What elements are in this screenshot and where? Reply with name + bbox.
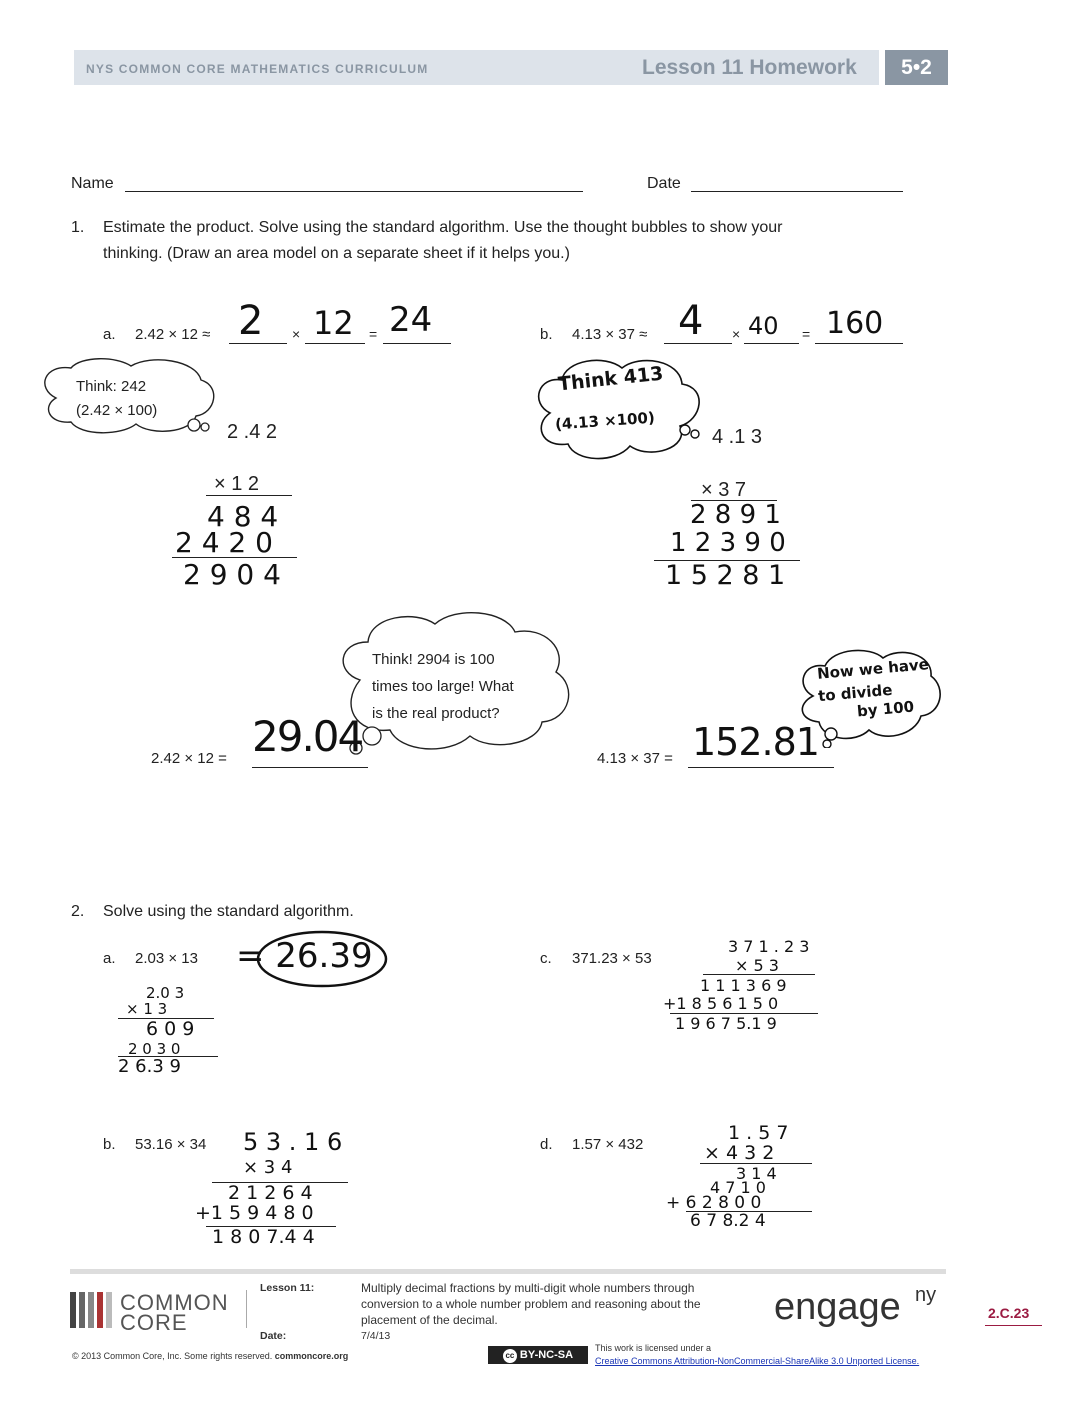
q2a-answer: = 26.39 — [236, 936, 373, 976]
q2c-label: c. — [540, 950, 552, 967]
q2c-work-5: 1 9 6 7 5.1 9 — [675, 1014, 777, 1033]
q2c-work-4: +1 8 5 6 1 5 0 — [663, 994, 779, 1013]
q1-main-bubble-line-1: Think! 2904 is 100 — [372, 651, 495, 668]
q1b-estimate-result: 160 — [826, 306, 884, 341]
q2c-rule-1 — [703, 974, 815, 975]
q2-number: 2. — [71, 903, 85, 920]
q1b-label: b. — [540, 326, 553, 343]
q1b-blank-2[interactable] — [744, 343, 799, 344]
q1b-bubble-line-1: Think 413 — [557, 362, 665, 396]
q1-main-bubble-line-2: times too large! What — [372, 678, 514, 695]
q1-instructions: Estimate the product. Solve using the standard algorithm. Use the thought bubbles to show your — [103, 219, 783, 236]
q1a-sum: 2 9 0 4 — [183, 558, 281, 591]
q1a-bubble-line-2: (2.42 × 100) — [76, 402, 158, 419]
q1b-partial-2: 1 2 3 9 0 — [670, 528, 786, 558]
q1a-partial-1: 4 8 4 — [207, 500, 279, 533]
logo-core: CORE — [120, 1310, 188, 1335]
footer-lesson-desc-3: placement of the decimal. — [361, 1313, 498, 1327]
license-line: This work is licensed under a — [595, 1343, 712, 1353]
footer-lesson-label: Lesson 11: — [260, 1282, 315, 1294]
q1a-rule-1 — [206, 495, 292, 496]
q2b-label: b. — [103, 1136, 116, 1153]
q1b-estimate-1: 4 — [678, 298, 704, 344]
q2d-work-3: 3 1 4 — [736, 1164, 777, 1183]
date-label: Date — [647, 175, 681, 192]
q2d-work-2: × 4 3 2 — [704, 1142, 775, 1164]
footer-date-value: 7/4/13 — [361, 1330, 391, 1342]
q2a-work-2: × 1 3 — [126, 1000, 168, 1018]
q1b-final-blank[interactable] — [688, 767, 834, 768]
q1a-final-blank[interactable] — [252, 767, 368, 768]
q2b-work-3: 2 1 2 6 4 — [228, 1182, 313, 1204]
q1a-expression: 2.42 × 12 ≈ — [135, 326, 211, 343]
q1-main-bubble-line-3: is the real product? — [372, 705, 500, 722]
q2b-expression: 53.16 × 34 — [135, 1136, 207, 1153]
q1a-estimate-2: 12 — [313, 304, 354, 342]
q2d-work-1: 1 . 5 7 — [728, 1122, 789, 1144]
q1a-blank-3[interactable] — [383, 343, 451, 344]
q2c-work-1: 3 7 1 . 2 3 — [728, 937, 810, 956]
footer-rule — [70, 1269, 946, 1274]
q2b-work-5: 1 8 0 7.4 4 — [212, 1226, 315, 1248]
lesson-title: Lesson 11 Homework — [642, 56, 857, 79]
name-label: Name — [71, 175, 114, 192]
q2d-work-4: 4 7 1 0 — [710, 1178, 766, 1197]
curriculum-label: NYS COMMON CORE MATHEMATICS CURRICULUM — [86, 62, 429, 76]
footer-copyright — [72, 1351, 348, 1361]
name-field[interactable] — [125, 191, 583, 192]
license-link[interactable]: Creative Commons Attribution-NonCommercial-ShareAlike 3.0 Unported License. — [595, 1356, 920, 1366]
q2b-work-4: +1 5 9 4 8 0 — [195, 1202, 314, 1224]
cc-badge-text: BY-NC-SA — [519, 1349, 574, 1361]
q1a-final-answer: 29.04 — [252, 712, 363, 761]
q2a-work-1: 2.0 3 — [146, 984, 185, 1002]
q1-instructions-cont: thinking. (Draw an area model on a separate sheet if it helps you.) — [103, 245, 570, 262]
q2a-work-4: 2 0 3 0 — [128, 1040, 181, 1058]
q1a-multiplier: × 1 2 — [214, 473, 260, 495]
q1b-handwritten-line-3: by 100 — [856, 697, 915, 721]
q2d-label: d. — [540, 1136, 553, 1153]
cc-icon: cc — [503, 1349, 517, 1363]
q1b-times: × — [732, 326, 741, 342]
common-core-logo-mark — [70, 1292, 114, 1328]
q1a-equals: = — [369, 326, 378, 342]
q2c-work-2: × 5 3 — [735, 956, 779, 975]
q1b-handwritten-line-2: to divide — [817, 680, 894, 706]
q1b-expression: 4.13 × 37 ≈ — [572, 326, 648, 343]
page-code-rule — [985, 1325, 1042, 1326]
q1b-equals: = — [802, 326, 811, 342]
q1a-bubble-line-1: Think: 242 — [76, 378, 147, 395]
q1b-final-expression: 4.13 × 37 = — [597, 750, 673, 767]
grade-badge: 5•2 — [885, 50, 948, 85]
q2d-work-5: + 6 2 8 0 0 — [666, 1193, 762, 1213]
q1-number: 1. — [71, 219, 85, 236]
q2d-work-6: 6 7 8.2 4 — [690, 1211, 766, 1231]
q2b-work-1: 5 3 . 1 6 — [243, 1128, 343, 1156]
q1b-estimate-2: 40 — [748, 312, 779, 340]
q1a-final-expression: 2.42 × 12 = — [151, 750, 227, 767]
q1a-blank-2[interactable] — [305, 343, 365, 344]
q1a-estimate-result: 24 — [389, 300, 433, 340]
q1b-final-answer: 152.81 — [692, 720, 819, 764]
copyright-site: commoncore.org — [274, 1351, 349, 1361]
logo-divider — [246, 1290, 247, 1328]
q1b-bubble-line-2: (4.13 ×100) — [554, 408, 656, 434]
q1a-times: × — [292, 326, 301, 342]
q1b-sum: 1 5 2 8 1 — [665, 560, 786, 591]
copyright-text: © 2013 Common Core, Inc. Some rights reserved. — [72, 1351, 273, 1361]
q2d-expression: 1.57 × 432 — [572, 1136, 644, 1153]
q2-instructions: Solve using the standard algorithm. — [103, 903, 354, 920]
q1b-handwritten-line-1: Now we have — [816, 655, 930, 683]
q2a-label: a. — [103, 950, 116, 967]
q2a-work-5: 2 6.3 9 — [118, 1056, 181, 1077]
q1b-blank-3[interactable] — [815, 343, 903, 344]
page-code: 2.C.23 — [988, 1305, 1030, 1321]
q1b-multiplier: × 3 7 — [701, 479, 747, 501]
footer-date-label: Date: — [260, 1330, 287, 1342]
date-field[interactable] — [691, 191, 903, 192]
q1a-partial-2: 2 4 2 0 — [175, 526, 273, 559]
q2c-expression: 371.23 × 53 — [572, 950, 652, 967]
logo-common: COMMON — [120, 1290, 229, 1315]
q1a-top-factor: 2 .4 2 — [227, 421, 278, 443]
q1b-partial-1: 2 8 9 1 — [690, 500, 781, 530]
q1a-label: a. — [103, 326, 116, 343]
footer-lesson-desc-1: Multiply decimal fractions by multi-digit whole numbers through — [361, 1281, 695, 1295]
q2c-work-3: 1 1 1 3 6 9 — [700, 976, 787, 995]
q1a-thought-bubble — [36, 358, 221, 438]
cc-license-badge[interactable] — [488, 1346, 588, 1364]
q2b-work-2: × 3 4 — [243, 1157, 293, 1178]
engageny-logo-sup: ny — [915, 1284, 937, 1306]
q2a-work-3: 6 0 9 — [146, 1018, 195, 1040]
q1a-estimate-1: 2 — [238, 298, 264, 344]
footer-lesson-desc-2: conversion to a whole number problem and reasoning about the — [361, 1297, 701, 1311]
engageny-logo: engage — [774, 1286, 901, 1328]
q2a-expression: 2.03 × 13 — [135, 950, 198, 967]
q1b-top-factor: 4 .1 3 — [712, 426, 763, 448]
